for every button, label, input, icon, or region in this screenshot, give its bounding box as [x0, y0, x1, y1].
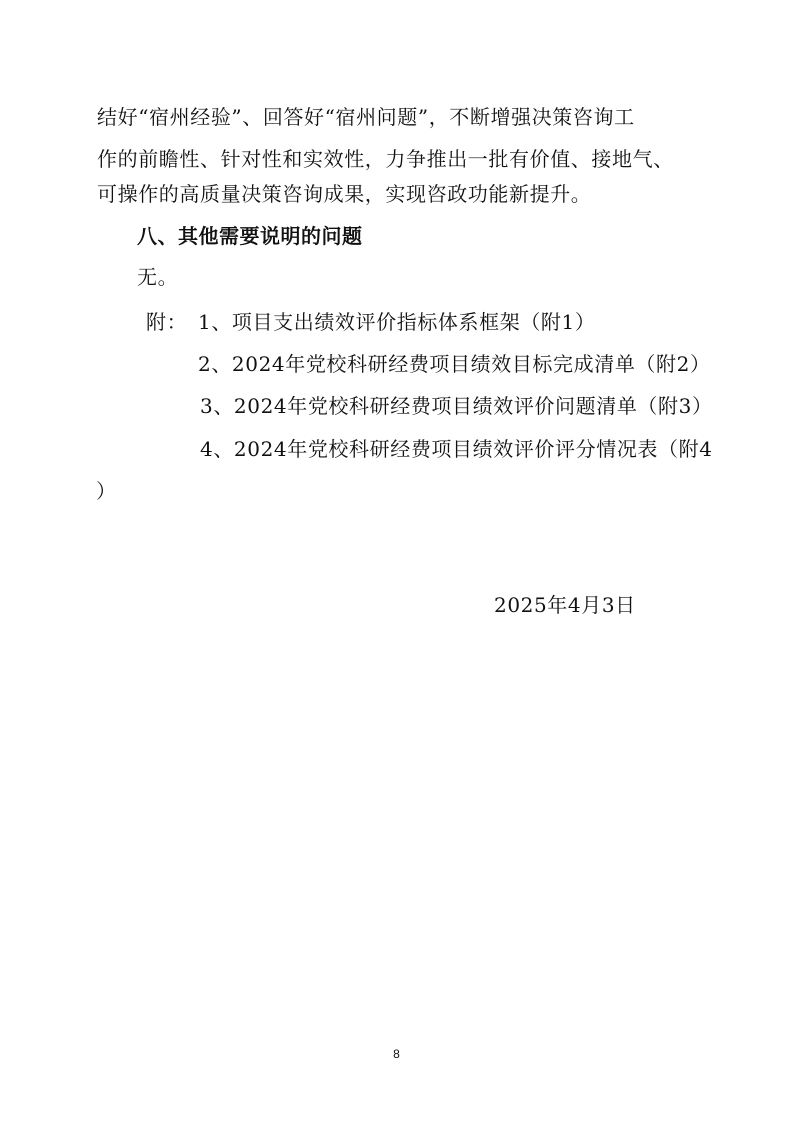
paragraph-line-2: 作的前瞻性、针对性和实效性，力争推出一批有价值、接地气、: [97, 147, 674, 171]
attachment-item-1: 1、项目支出绩效评价指标体系框架（附1）: [198, 310, 596, 334]
attachment-label: 附：: [146, 310, 188, 334]
paragraph-line-3: 可操作的高质量决策咨询成果，实现咨政功能新提升。: [97, 182, 592, 206]
paragraph-line-1: 结好“宿州经验”、回答好“宿州问题”，不断增强决策咨询工: [97, 105, 635, 129]
page-number: 8: [393, 1047, 400, 1061]
section-text: 无。: [137, 265, 179, 289]
attachment-item-4: 4、2024年党校科研经费项目绩效评价评分情况表（附4: [200, 437, 713, 461]
document-date: 2025年4月3日: [494, 593, 636, 617]
attachment-item-2: 2、2024年党校科研经费项目绩效目标完成清单（附2）: [198, 352, 711, 376]
section-heading: 八、其他需要说明的问题: [137, 224, 363, 248]
attachment-item-3: 3、2024年党校科研经费项目绩效评价问题清单（附3）: [200, 394, 713, 418]
attachment-item-4-overflow: ）: [96, 479, 117, 503]
